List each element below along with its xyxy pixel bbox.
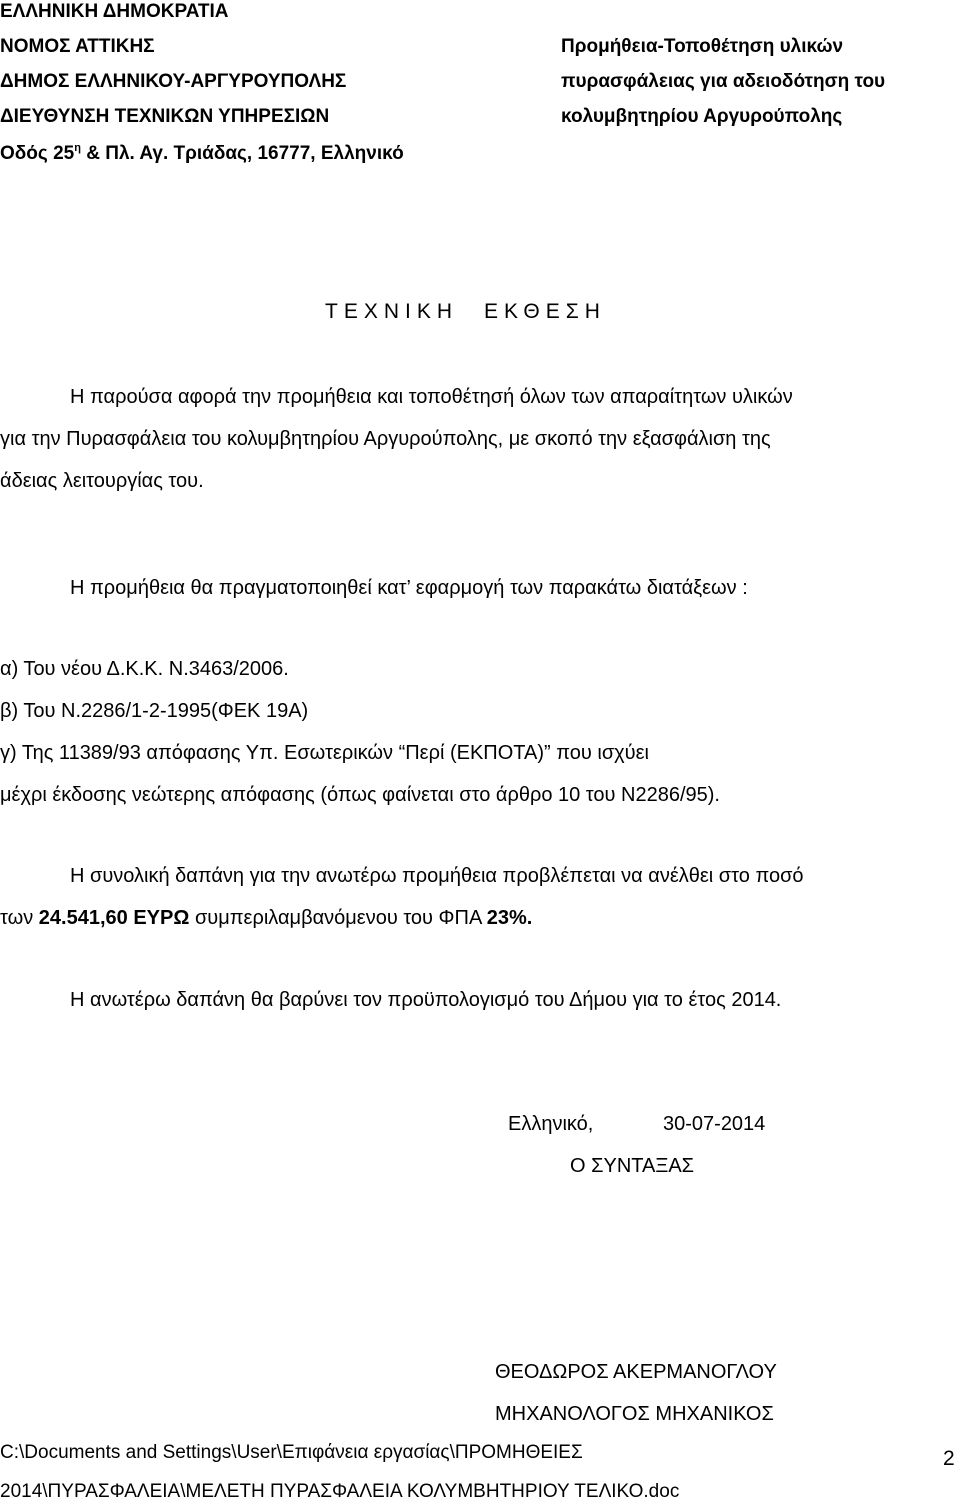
provision-c: γ) Της 11389/93 απόφασης Υπ. Εσωτερικών “Περί (ΕΚΠΟΤΑ)” που ισχύει bbox=[0, 742, 649, 764]
provision-b: β) Του Ν.2286/1-2-1995(ΦΕΚ 19Α) bbox=[0, 700, 309, 722]
composer-label: Ο ΣΥΝΤΑΞΑΣ bbox=[570, 1155, 695, 1177]
cost-suffix: συμπεριλαμβανόμενου του ΦΠΑ bbox=[189, 907, 487, 929]
provisions-intro: Η προμήθεια θα πραγματοποιηθεί κατ’ εφαρμογή των παρακάτω διατάξεων : bbox=[70, 577, 748, 599]
header-subject-line2: πυρασφάλειας για αδειοδότηση του bbox=[561, 71, 886, 92]
cost-vat: 23%. bbox=[486, 907, 533, 929]
cost-prefix: των bbox=[0, 907, 39, 929]
address-suffix: & Πλ. Αγ. Τριάδας, 16777, Ελληνικό bbox=[80, 143, 404, 164]
header-country: ΕΛΛΗΝΙΚΗ ΔΗΜΟΚΡΑΤΙΑ bbox=[0, 1, 229, 22]
header-subject-line3: κολυμβητηρίου Αργυρούπολης bbox=[561, 106, 843, 127]
budget-line: Η ανωτέρω δαπάνη θα βαρύνει τον προϋπολογισμό του Δήμου για το έτος 2014. bbox=[70, 989, 782, 1011]
address-sup: η bbox=[74, 142, 81, 154]
intro-line-1: Η παρούσα αφορά την προμήθεια και τοποθέτησή όλων των απαραίτητων υλικών bbox=[70, 386, 793, 408]
title-word-2: ΕΚΘΕΣΗ bbox=[484, 300, 606, 323]
footer-path-line-2: 2014\ΠΥΡΑΣΦΑΛΕΙΑ\ΜΕΛΕΤΗ ΠΥΡΑΣΦΑΛΕΙΑ ΚΟΛΥΜΒΗΤΗΡΙΟΥ ΤΕΛΙΚΟ.doc bbox=[0, 1481, 680, 1502]
header-municipality: ΔΗΜΟΣ ΕΛΛΗΝΙΚΟΥ-ΑΡΓΥΡΟΥΠΟΛΗΣ bbox=[0, 71, 347, 92]
footer-path-line-1: C:\Documents and Settings\User\Επιφάνεια εργασίας\ΠΡΟΜΗΘΕΙΕΣ bbox=[0, 1442, 583, 1463]
intro-line-2: για την Πυρασφάλεια του κολυμβητηρίου Αργυρούπολης, με σκοπό την εξασφάλιση της bbox=[0, 428, 771, 450]
signatory-name: ΘΕΟΔΩΡΟΣ ΑΚΕΡΜΑΝΟΓΛΟΥ bbox=[495, 1361, 777, 1383]
cost-amount: 24.541,60 ΕΥΡΩ bbox=[38, 907, 190, 929]
header-directorate: ΔΙΕΥΘΥΝΣΗ ΤΕΧΝΙΚΩΝ ΥΠΗΡΕΣΙΩΝ bbox=[0, 106, 330, 127]
document-title bbox=[325, 301, 606, 322]
place: Ελληνικό, bbox=[508, 1113, 594, 1135]
header-address bbox=[0, 144, 404, 163]
header-prefecture: ΝΟΜΟΣ ΑΤΤΙΚΗΣ bbox=[0, 36, 155, 57]
cost-line-2 bbox=[0, 908, 532, 928]
page-number: 2 bbox=[943, 1447, 955, 1470]
title-word-1: ΤΕΧΝΙΚΗ bbox=[325, 300, 459, 323]
intro-line-3: άδειας λειτουργίας του. bbox=[0, 470, 204, 492]
address-prefix: Οδός 25 bbox=[0, 143, 75, 164]
header-subject-line1: Προμήθεια-Τοποθέτηση υλικών bbox=[561, 36, 844, 57]
date: 30-07-2014 bbox=[663, 1113, 766, 1135]
provision-a: α) Του νέου Δ.Κ.Κ. Ν.3463/2006. bbox=[0, 658, 289, 680]
cost-line-1: Η συνολική δαπάνη για την ανωτέρω προμήθεια προβλέπεται να ανέλθει στο ποσό bbox=[70, 865, 804, 887]
signatory-title: ΜΗΧΑΝΟΛΟΓΟΣ ΜΗΧΑΝΙΚΟΣ bbox=[495, 1403, 774, 1425]
provision-c-continued: μέχρι έκδοσης νεώτερης απόφασης (όπως φαίνεται στο άρθρο 10 του Ν2286/95). bbox=[0, 784, 720, 806]
